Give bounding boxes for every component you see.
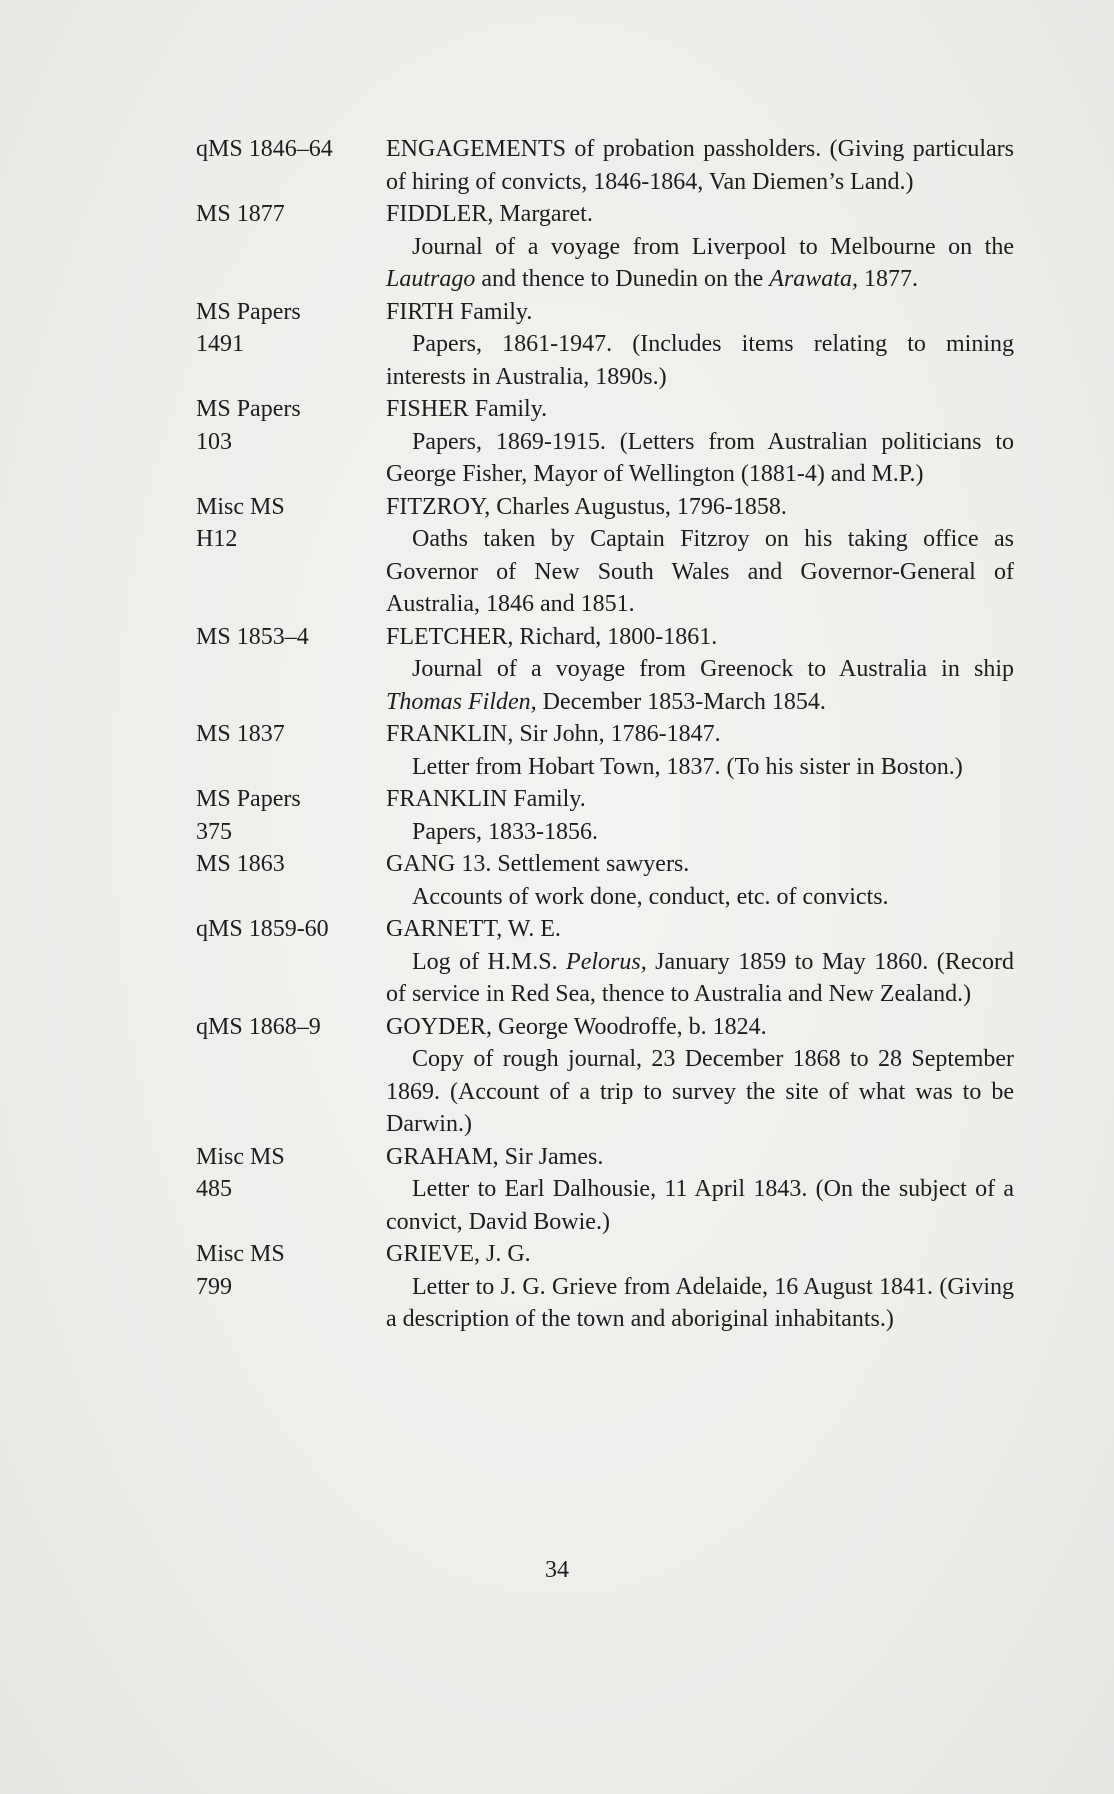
description-text: January 1859 to May 1860. (Record of service in Red Sea, thence to Australia and New Zealand.) bbox=[386, 948, 1015, 1007]
call-number bbox=[196, 718, 386, 751]
entry-description bbox=[386, 523, 1014, 621]
entry-body bbox=[386, 198, 1014, 296]
call-number-line: 799 bbox=[196, 1273, 232, 1300]
description-text: Papers, 1833-1856. bbox=[412, 818, 598, 845]
call-number-line: 485 bbox=[196, 1176, 232, 1202]
description-text: and thence to Dunedin on the bbox=[475, 266, 770, 292]
call-number-line: qMS 1846–64 bbox=[196, 136, 333, 162]
vessel-name: Lautrago bbox=[386, 266, 476, 292]
catalogue-entry bbox=[196, 198, 1014, 296]
entry-heading: FIRTH Family. bbox=[386, 298, 533, 325]
call-number bbox=[196, 393, 386, 458]
entry-body bbox=[386, 491, 1014, 621]
call-number-line: Misc MS bbox=[196, 1143, 285, 1170]
call-number bbox=[196, 848, 386, 881]
vessel-name: Thomas Filden, bbox=[386, 688, 537, 715]
description-text: Papers, 1861-1947. (Includes items relating to mining interests in Australia, 1890s.) bbox=[386, 331, 1014, 390]
call-number-line: MS 1877 bbox=[196, 201, 285, 227]
call-number-line: MS 1853–4 bbox=[196, 623, 309, 650]
entry-description bbox=[386, 328, 1014, 393]
call-number bbox=[196, 1011, 386, 1044]
call-number bbox=[196, 1238, 386, 1303]
call-number bbox=[196, 296, 386, 361]
entry-heading: FIDDLER, Margaret. bbox=[386, 201, 593, 227]
entry-description bbox=[386, 426, 1014, 491]
call-number-line: 1491 bbox=[196, 331, 244, 357]
call-number-line: qMS 1859-60 bbox=[196, 916, 329, 942]
call-number-line: Misc MS bbox=[196, 1241, 285, 1267]
entry-description bbox=[386, 751, 1014, 784]
entry-heading: FITZROY, Charles Augustus, 1796-1858. bbox=[386, 493, 787, 520]
catalogue-entry bbox=[196, 848, 1014, 913]
call-number bbox=[196, 783, 386, 848]
call-number-line: 375 bbox=[196, 818, 232, 845]
entry-heading: FISHER Family. bbox=[386, 396, 548, 422]
description-text: Letter to Earl Dalhousie, 11 April 1843. (On the subject of a convict, David Bowie.) bbox=[386, 1176, 1014, 1235]
call-number-line: H12 bbox=[196, 526, 238, 552]
entry-description bbox=[386, 1173, 1014, 1238]
description-text: December 1853-March 1854. bbox=[536, 688, 826, 715]
entry-description bbox=[386, 816, 1014, 849]
catalogue-entry bbox=[196, 133, 1014, 198]
entry-description bbox=[386, 653, 1014, 718]
catalogue-entries bbox=[196, 133, 1014, 1336]
call-number bbox=[196, 198, 386, 231]
call-number-line: 103 bbox=[196, 428, 232, 455]
call-number-line: MS 1837 bbox=[196, 721, 285, 747]
description-text: Journal of a voyage from Liverpool to Melbourne on the bbox=[412, 233, 1014, 260]
entry-heading: FRANKLIN Family. bbox=[386, 786, 586, 812]
entry-heading: GARNETT, W. E. bbox=[386, 916, 561, 942]
entry-body bbox=[386, 1141, 1014, 1239]
catalogue-entry bbox=[196, 1011, 1014, 1141]
catalogue-entry bbox=[196, 393, 1014, 491]
entry-description bbox=[386, 133, 1014, 198]
entry-heading: GRAHAM, Sir James. bbox=[386, 1143, 604, 1170]
call-number bbox=[196, 491, 386, 556]
description-text: Accounts of work done, conduct, etc. of convicts. bbox=[412, 883, 889, 910]
catalogue-entry bbox=[196, 783, 1014, 848]
catalogue-entry bbox=[196, 718, 1014, 783]
description-text: Letter to J. G. Grieve from Adelaide, 16 August 1841. (Giving a description of the town and aboriginal inhabitants.) bbox=[386, 1273, 1014, 1332]
description-text: 1877. bbox=[857, 266, 918, 292]
entry-body bbox=[386, 718, 1014, 783]
entry-heading: FRANKLIN, Sir John, 1786-1847. bbox=[386, 721, 721, 747]
entry-body bbox=[386, 913, 1014, 1011]
entry-description bbox=[386, 946, 1014, 1011]
catalogue-entry bbox=[196, 491, 1014, 621]
call-number-line: MS 1863 bbox=[196, 851, 285, 877]
entry-body bbox=[386, 621, 1014, 719]
description-text: Papers, 1869-1915. (Letters from Australian politicians to George Fisher, Mayor of Wellington (1881-4) and M.P.) bbox=[386, 428, 1014, 487]
entry-description bbox=[386, 1043, 1014, 1141]
description-text: Journal of a voyage from Greenock to Australia in ship bbox=[412, 656, 1014, 682]
catalogue-entry bbox=[196, 296, 1014, 394]
call-number-line: Misc MS bbox=[196, 493, 285, 520]
entry-body bbox=[386, 848, 1014, 913]
vessel-name: Pelorus, bbox=[566, 948, 647, 975]
catalogue-entry bbox=[196, 1141, 1014, 1239]
entry-description bbox=[386, 1271, 1014, 1336]
description-text: Letter from Hobart Town, 1837. (To his sister in Boston.) bbox=[412, 753, 963, 780]
entry-body bbox=[386, 1238, 1014, 1336]
call-number-line: qMS 1868–9 bbox=[196, 1013, 321, 1040]
catalogue-entry bbox=[196, 913, 1014, 1011]
entry-body bbox=[386, 1011, 1014, 1141]
entry-description bbox=[386, 881, 1014, 914]
call-number bbox=[196, 133, 386, 166]
entry-body bbox=[386, 296, 1014, 394]
description-text: Copy of rough journal, 23 December 1868 to 28 September 1869. (Account of a trip to survey the site of what was to be Darwin.) bbox=[386, 1046, 1014, 1137]
entry-heading: GANG 13. Settlement sawyers. bbox=[386, 851, 690, 877]
catalogue-entry bbox=[196, 1238, 1014, 1336]
page-number: 34 bbox=[545, 1557, 569, 1583]
entry-body bbox=[386, 133, 1014, 198]
entry-heading: GOYDER, George Woodroffe, b. 1824. bbox=[386, 1013, 767, 1040]
entry-body bbox=[386, 393, 1014, 491]
description-text: Log of H.M.S. bbox=[412, 948, 567, 975]
call-number bbox=[196, 1141, 386, 1206]
entry-body bbox=[386, 783, 1014, 848]
call-number-line: MS Papers bbox=[196, 298, 301, 325]
description-text: ENGAGEMENTS of probation passholders. (Giving particulars of hiring of convicts, 1846-1864, Van Diemen’s Land.) bbox=[386, 136, 1014, 195]
entry-heading: FLETCHER, Richard, 1800-1861. bbox=[386, 623, 718, 650]
call-number-line: MS Papers bbox=[196, 396, 301, 422]
description-text: Oaths taken by Captain Fitzroy on his taking office as Governor of New South Wales and Governor-General of Australia, 1846 and 1851. bbox=[386, 526, 1014, 617]
call-number-line: MS Papers bbox=[196, 786, 301, 812]
catalogue-entry bbox=[196, 621, 1014, 719]
entry-heading: GRIEVE, J. G. bbox=[386, 1241, 531, 1267]
call-number bbox=[196, 913, 386, 946]
call-number bbox=[196, 621, 386, 654]
entry-description bbox=[386, 231, 1014, 296]
vessel-name: Arawata, bbox=[769, 266, 858, 292]
